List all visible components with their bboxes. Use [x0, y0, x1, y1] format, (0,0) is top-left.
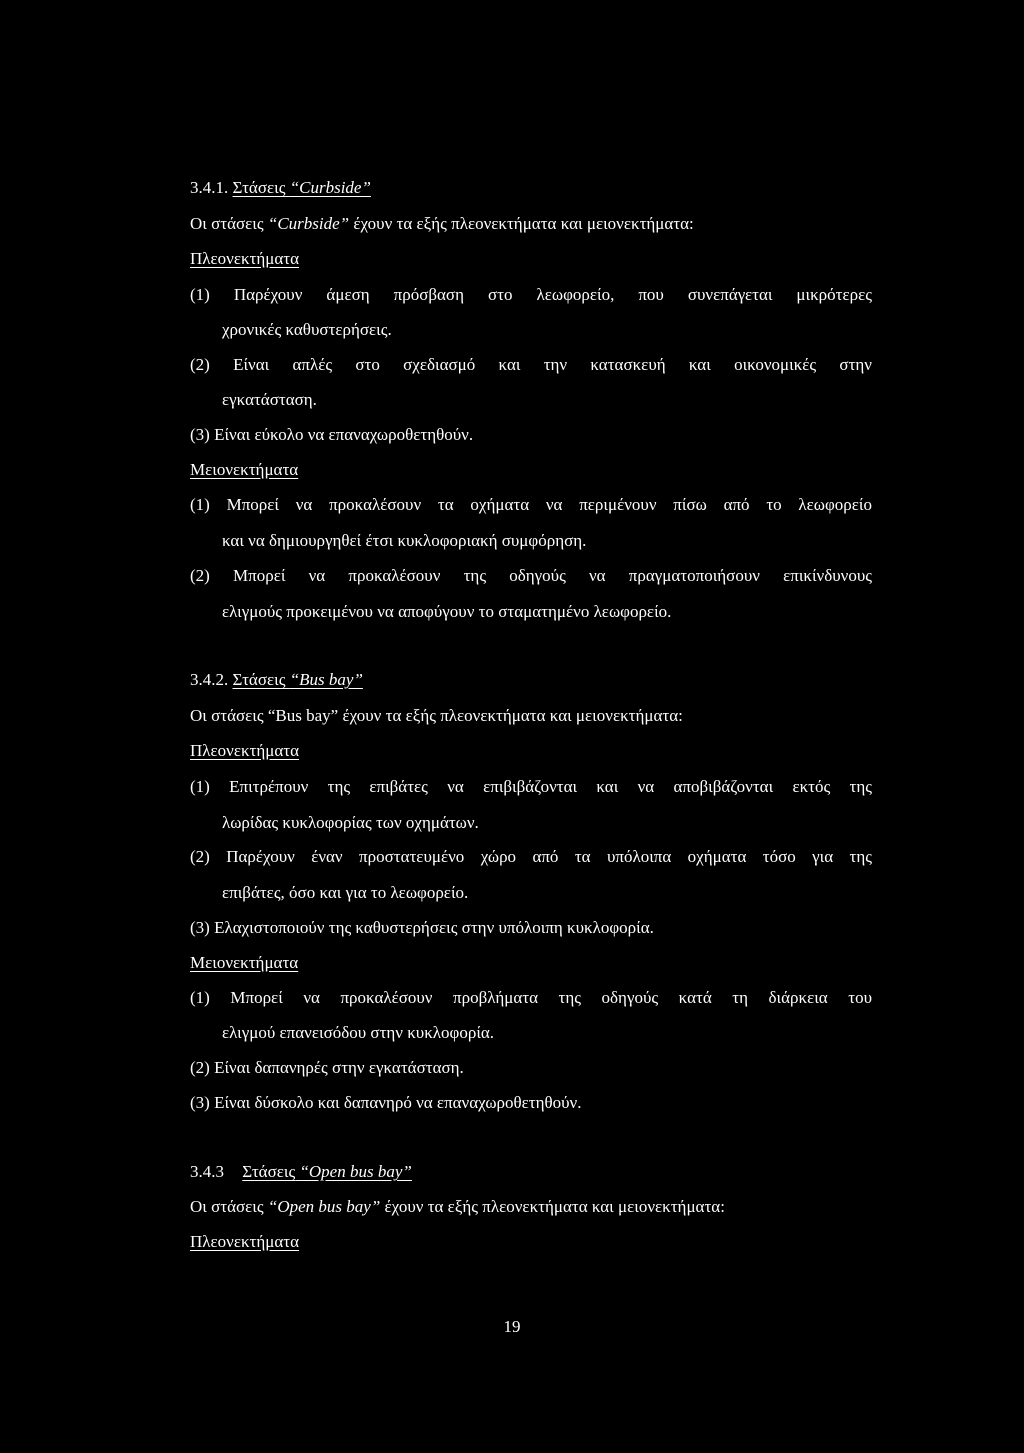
list-item-continuation: και να δημιουργηθεί έτσι κυκλοφοριακή συμφόρηση.: [222, 531, 587, 550]
list-item-continuation: ελιγμούς προκειμένου να αποφύγουν το σταματημένο λεωφορείο.: [222, 602, 672, 621]
list-item: (1) Μπορεί να προκαλέσουν τα οχήματα να περιμένουν πίσω από το λεωφορείο: [190, 495, 872, 514]
section-number: 3.4.1.: [190, 178, 229, 197]
section-heading-3-4-3: [190, 1162, 412, 1182]
page-number: 19: [503, 1317, 521, 1336]
section-title: Στάσεις “Bus bay”: [232, 670, 363, 689]
advantages-label: Πλεονεκτήματα: [190, 249, 300, 268]
list-item-continuation: ελιγμού επανεισόδου στην κυκλοφορία.: [222, 1023, 495, 1042]
list-item: (1) Επιτρέπουν της επιβάτες να επιβιβάζονται και να αποβιβάζονται εκτός της: [190, 777, 872, 796]
list-item-continuation: επιβάτες, όσο και για το λεωφορείο.: [222, 883, 469, 902]
list-item: (2) Είναι απλές στο σχεδιασμό και την κατασκευή και οικονομικές στην: [190, 355, 872, 374]
list-item-continuation: λωρίδας κυκλοφορίας των οχημάτων.: [222, 813, 479, 832]
list-item: (1) Παρέχουν άμεση πρόσβαση στο λεωφορείο, που συνεπάγεται μικρότερες: [190, 285, 872, 304]
disadvantages-label: Μειονεκτήματα: [190, 460, 299, 479]
section-number: 3.4.3: [190, 1162, 224, 1181]
list-item: (3) Είναι εύκολο να επαναχωροθετηθούν.: [190, 425, 474, 444]
section-intro: Οι στάσεις “Curbside” έχουν τα εξής πλεονεκτήματα και μειονεκτήματα:: [190, 214, 694, 233]
list-item: (2) Μπορεί να προκαλέσουν της οδηγούς να πραγματοποιήσουν επικίνδυνους: [190, 566, 872, 585]
section-title: Στάσεις “Open bus bay”: [242, 1162, 412, 1181]
list-item: (3) Ελαχιστοποιούν της καθυστερήσεις στην υπόλοιπη κυκλοφορία.: [190, 918, 654, 937]
list-item: (1) Μπορεί να προκαλέσουν προβλήματα της οδηγούς κατά τη διάρκεια του: [190, 988, 872, 1007]
disadvantages-label: Μειονεκτήματα: [190, 953, 299, 972]
section-number: 3.4.2.: [190, 670, 229, 689]
section-intro: Οι στάσεις “Bus bay” έχουν τα εξής πλεονεκτήματα και μειονεκτήματα:: [190, 706, 683, 725]
list-item: (2) Είναι δαπανηρές στην εγκατάσταση.: [190, 1058, 464, 1077]
section-intro: Οι στάσεις “Open bus bay” έχουν τα εξής πλεονεκτήματα και μειονεκτήματα:: [190, 1197, 725, 1216]
section-title: Στάσεις “Curbside”: [232, 178, 371, 197]
list-item-continuation: εγκατάσταση.: [222, 390, 317, 409]
list-item: (3) Είναι δύσκολο και δαπανηρό να επαναχωροθετηθούν.: [190, 1093, 582, 1112]
advantages-label: Πλεονεκτήματα: [190, 1232, 300, 1251]
advantages-label: Πλεονεκτήματα: [190, 741, 300, 760]
list-item: (2) Παρέχουν έναν προστατευμένο χώρο από τα υπόλοιπα οχήματα τόσο για της: [190, 847, 872, 866]
list-item-continuation: χρονικές καθυστερήσεις.: [222, 320, 392, 339]
section-heading-3-4-1: [190, 178, 371, 198]
section-heading-3-4-2: [190, 670, 363, 690]
